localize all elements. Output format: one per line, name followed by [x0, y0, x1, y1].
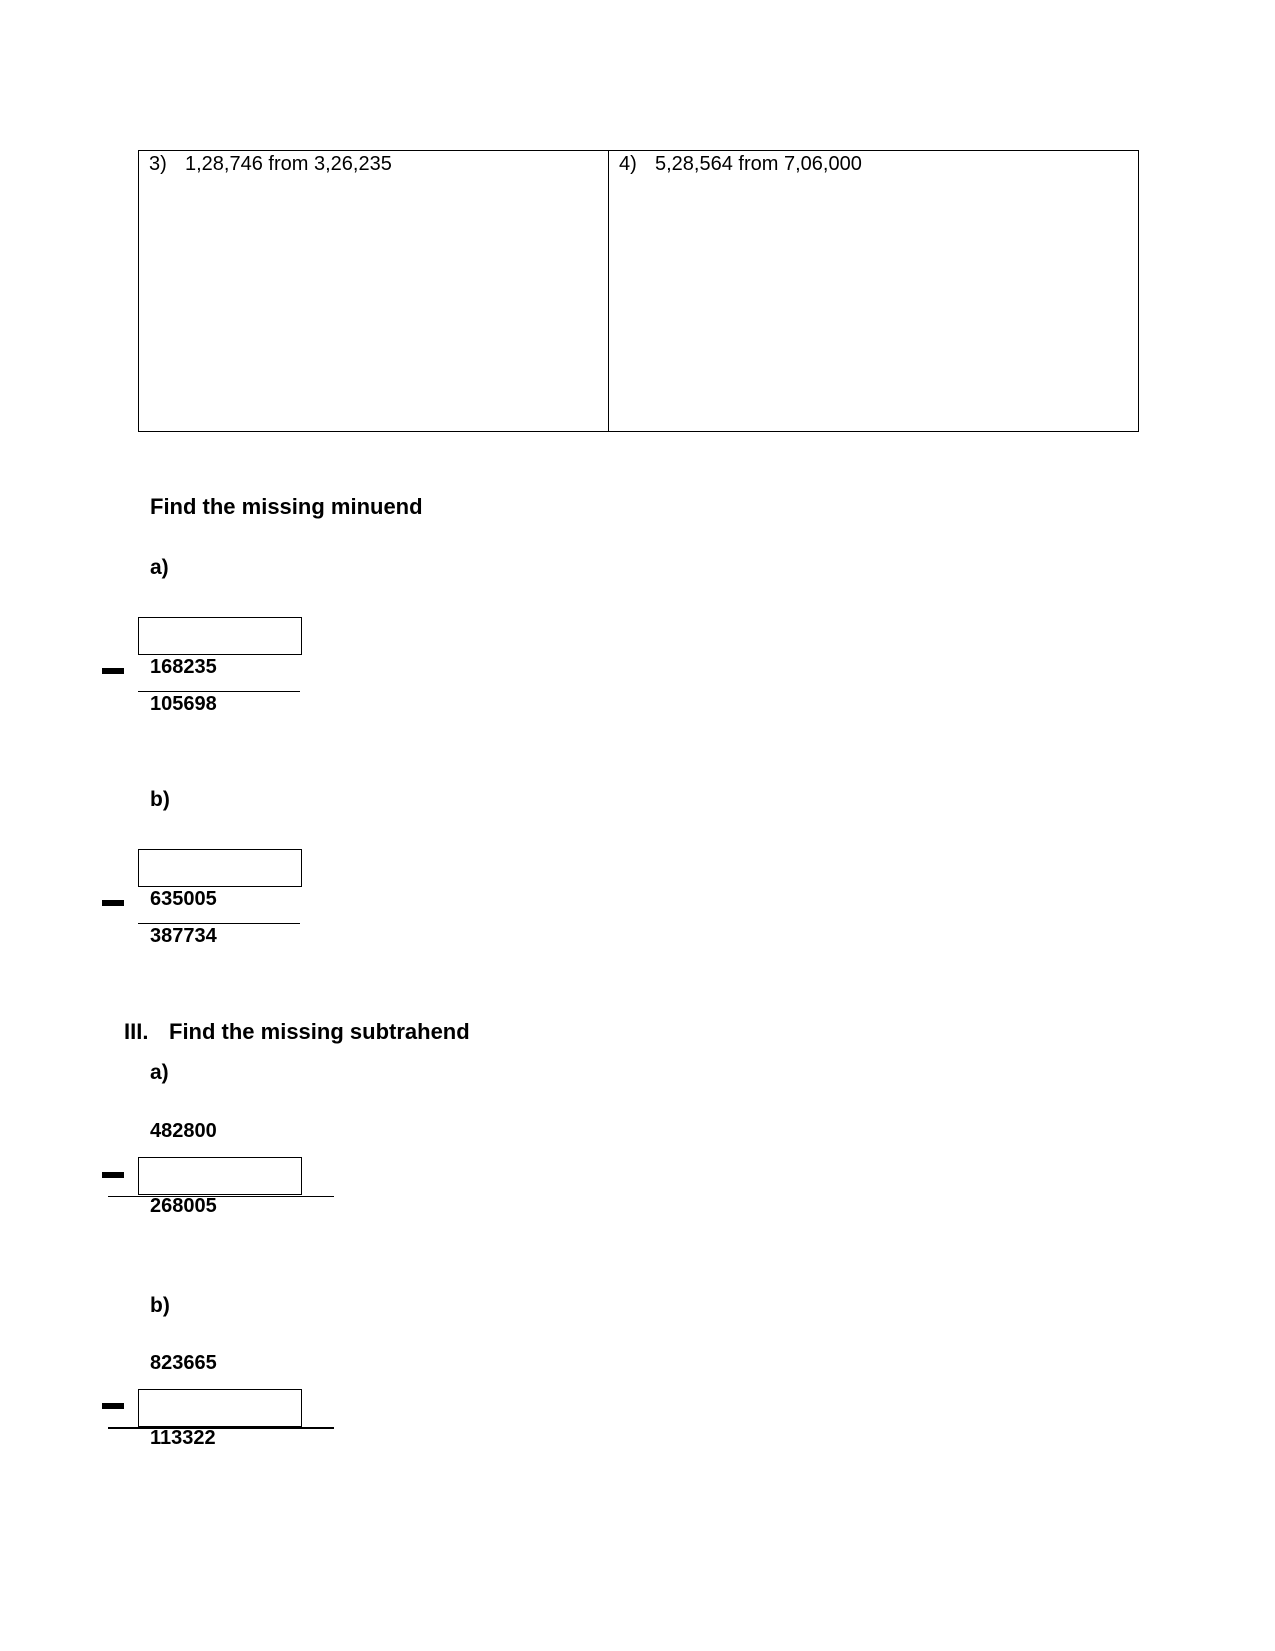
minus-sign-icon	[102, 1172, 124, 1178]
minus-sign-icon	[102, 668, 124, 674]
minuend-b-answer-box[interactable]	[138, 849, 302, 887]
minuend-b-answer-line	[138, 923, 300, 924]
problem-statement: 5,28,564 from 7,06,000	[655, 153, 862, 175]
subtrahend-a-difference: 268005	[150, 1195, 217, 1217]
subtrahend-section-title: Find the missing subtrahend	[169, 1019, 470, 1044]
subtrahend-b-difference: 113322	[150, 1427, 216, 1449]
problem-4-text	[619, 151, 862, 177]
minuend-a-answer-line	[138, 691, 300, 692]
minuend-a-subtrahend: 168235	[150, 656, 217, 678]
minuend-b-label: b)	[150, 788, 170, 811]
minuend-a-difference: 105698	[150, 693, 217, 715]
minuend-b-subtrahend: 635005	[150, 888, 217, 910]
subtrahend-b-minuend: 823665	[150, 1352, 217, 1374]
minus-sign-icon	[102, 1403, 124, 1409]
subtrahend-a-answer-box[interactable]	[138, 1157, 302, 1195]
minuend-b-difference: 387734	[150, 925, 217, 947]
problem-3-text	[149, 151, 392, 177]
problem-cell-4	[608, 150, 1139, 432]
subtrahend-b-label: b)	[150, 1294, 170, 1317]
subtrahend-a-answer-line	[108, 1196, 334, 1197]
subtrahend-b-answer-line	[108, 1427, 334, 1429]
minuend-a-label: a)	[150, 556, 169, 579]
subtrahend-section-numeral: III.	[124, 1019, 149, 1044]
subtrahend-a-label: a)	[150, 1061, 169, 1084]
minuend-a-answer-box[interactable]	[138, 617, 302, 655]
problem-number: 3)	[149, 153, 167, 175]
problem-cell-3	[138, 150, 609, 432]
subtrahend-a-minuend: 482800	[150, 1120, 217, 1142]
problem-statement: 1,28,746 from 3,26,235	[185, 153, 392, 175]
subtrahend-b-answer-box[interactable]	[138, 1389, 302, 1427]
minuend-section-title: Find the missing minuend	[150, 494, 423, 519]
minus-sign-icon	[102, 900, 124, 906]
problem-number: 4)	[619, 153, 637, 175]
